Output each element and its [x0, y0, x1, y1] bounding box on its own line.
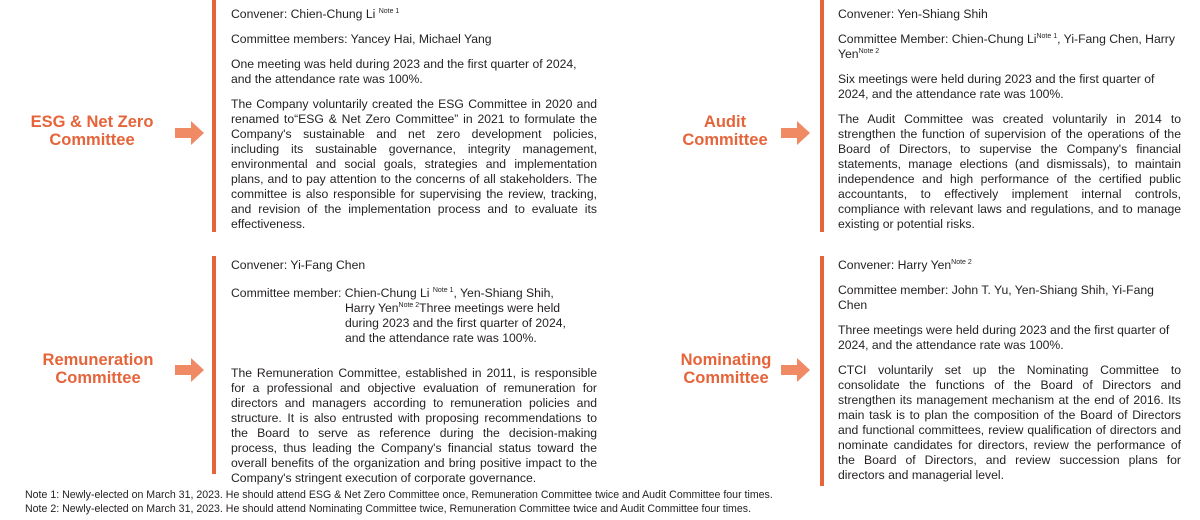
remuneration-description: The Remuneration Committee, established in 2011, is responsible for a professional and objective evaluation of remuneration for directors and managers according to remuneration policies and structure. It is also entrusted with proposing recommendations to the Board to serve as reference during the decision-making process, thus leading the Company's financial status toward the overall benefits of the organization and bring positive impact to the Company's stringent execution of corporate governance.: [231, 366, 597, 485]
audit-members: Committee Member: Chien-Chung $Li^{Note 1}$, Yi-Fang Chen, Harry Yen$^{Note 2}$: [838, 32, 1175, 61]
note-2-marker: Note 2: [858, 48, 880, 55]
nominating-description: CTCI voluntarily set up the Nominating Committee to consolidate the functions of the Board of Directors and strengthen its management mechanism at the end of 2016. Its main task is to plan the composition of the Board of Directors and functional committees, review qualification of directors and nominate candidates for directors, review the performance of the Board of Directors, and review succession plans for directors and managerial level.: [838, 363, 1181, 482]
esg-members: Committee members: Yancey Hai, Michael Yang: [231, 32, 492, 46]
nominating-convener: Convener: Harry Yen$^{Note 2}$: [838, 258, 972, 272]
nominating-content: [838, 258, 1181, 493]
remuneration-members: Committee member: Chien-Chung Li $^{Note 1}$, Yen-Shiang Shih, Harry Yen$^{Note 2}$Three meetings were held during 2023 and the first quarter of 2024, and the attendance rate was 100%.: [231, 286, 566, 345]
footnotes: [25, 489, 773, 516]
note-1-marker: Note 1: [1036, 33, 1058, 40]
esg-committee-title: [22, 113, 162, 149]
audit-committee-title: [665, 113, 785, 149]
audit-content: [838, 7, 1181, 242]
arrow-right-icon: [175, 120, 205, 146]
nominating-title-line1: Nominating: [680, 351, 772, 369]
remuneration-accent-bar: [212, 256, 216, 474]
esg-convener: Convener: Chien-Chung Li $^{Note 1}$: [231, 7, 400, 21]
remuneration-title-line1: Remuneration: [42, 351, 154, 369]
note-2-marker: Note 2: [951, 259, 972, 266]
remuneration-committee-title: [28, 351, 168, 387]
esg-accent-bar: [212, 0, 216, 232]
note-1-marker: Note 1: [378, 8, 400, 15]
remuneration-title-line2: Committee: [55, 369, 141, 387]
esg-title-line2: Committee: [49, 131, 135, 149]
nominating-accent-bar: [820, 256, 824, 486]
arrow-right-icon: [781, 120, 811, 146]
arrow-right-icon: [781, 357, 811, 383]
nominating-meetings: Three meetings were held during 2023 and the first quarter of 2024, and the attendance rate was 100%.: [838, 323, 1170, 352]
audit-title-line1: Audit: [703, 113, 747, 131]
remuneration-convener: Convener: Yi-Fang Chen: [231, 258, 366, 272]
nominating-members: Committee member: John T. Yu, Yen-Shiang Shih, Yi-Fang Chen: [838, 283, 1154, 312]
note-1-marker: Note 1: [432, 287, 454, 294]
nominating-title-line2: Committee: [683, 369, 769, 387]
note-2-marker: Note 2: [398, 302, 420, 309]
esg-title-line1: ESG & Net Zero: [30, 113, 154, 131]
esg-content: [231, 7, 597, 242]
esg-description: The Company voluntarily created the ESG Committee in 2020 and renamed to“ESG & Net Zero Committee” in 2021 to formulate the Company's sustainable and net zero development policies, including its sustainable governance, integrity management, environmental and social goals, strategies and implementation plans, and to pay attention to the concerns of all stakeholders. The committee is also responsible for supervising the review, tracking, and revision of the implementation process and to evaluate its effectiveness.: [231, 97, 597, 231]
footnote-1: Note 1: Newly-elected on March 31, 2023. He should attend ESG & Net Zero Committee once, Remuneration Committee twice and Audit Committee four times.: [25, 489, 773, 501]
audit-accent-bar: [820, 0, 824, 232]
audit-convener: Convener: Yen-Shiang Shih: [838, 7, 988, 21]
audit-title-line2: Committee: [682, 131, 768, 149]
nominating-committee-title: [656, 351, 796, 387]
audit-meetings: Six meetings were held during 2023 and the first quarter of 2024, and the attendance rate was 100%.: [838, 72, 1155, 101]
arrow-right-icon: [175, 357, 205, 383]
esg-meetings: One meeting was held during 2023 and the first quarter of 2024, and the attendance rate was 100%.: [231, 57, 577, 86]
audit-description: The Audit Committee was created voluntarily in 2014 to strengthen the function of supervision of the operations of the Board of Directors, to supervise the Company's financial statements, manage elections (and dismissals), to maintain independence and high performance of the certified public accountants, to effectively implement internal controls, compliance with relevant laws and regulations, and to manage existing or potential risks.: [838, 112, 1181, 231]
remuneration-content: [231, 258, 597, 496]
footnote-2: Note 2: Newly-elected on March 31, 2023. He should attend Nominating Committee twice, Remuneration Committee twice and Audit Committee four times.: [25, 502, 752, 515]
